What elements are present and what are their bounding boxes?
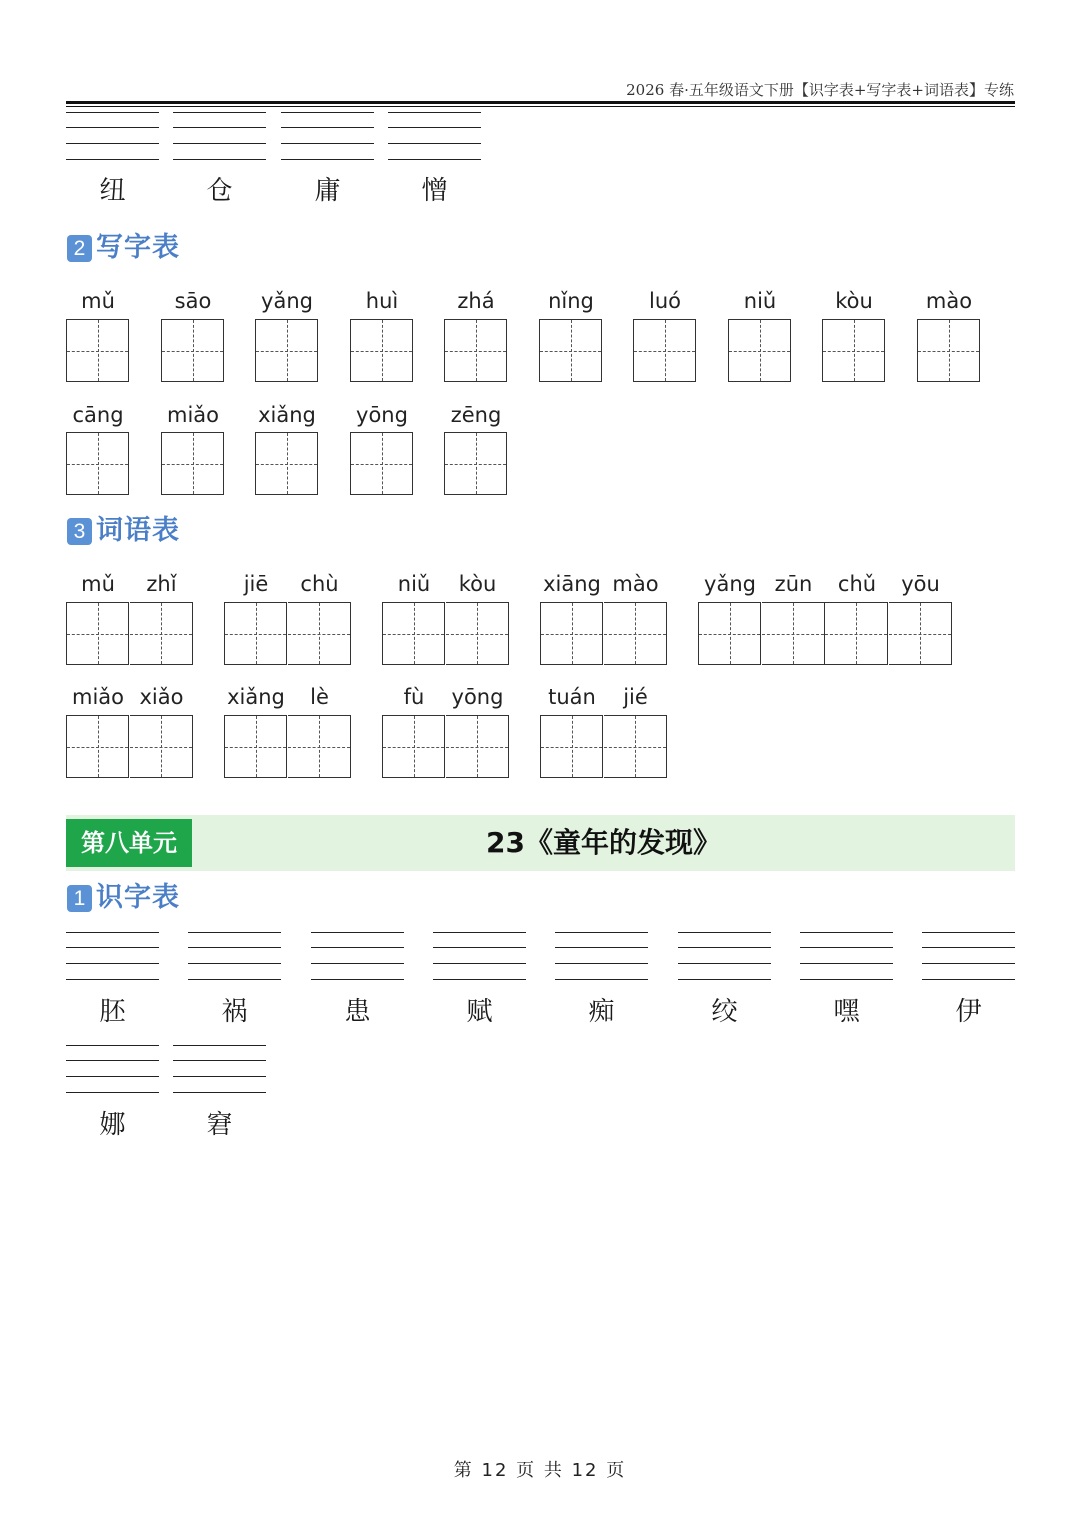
section-1-title: 识字表 xyxy=(96,882,180,913)
writing-lines[interactable] xyxy=(922,932,1015,982)
lesson-title: 23《童年的发现》 xyxy=(486,826,721,859)
tianzi-grid[interactable] xyxy=(66,602,129,665)
pinyin-label: chù xyxy=(300,572,339,596)
pinyin-label: xiǎo xyxy=(139,685,184,709)
section-3-badge: 3 xyxy=(67,518,92,545)
pinyin-label: zhǐ xyxy=(146,572,177,596)
tianzi-grid[interactable] xyxy=(825,602,888,665)
tianzi-grid[interactable] xyxy=(444,319,507,382)
tianzi-grid[interactable] xyxy=(130,715,193,778)
tianzi-grid[interactable] xyxy=(889,602,952,665)
hanzi-char: 娜 xyxy=(99,1110,126,1140)
pinyin-label: yōng xyxy=(451,685,504,709)
writing-lines[interactable] xyxy=(555,932,648,982)
tianzi-grid[interactable] xyxy=(446,715,509,778)
hanzi-char: 纽 xyxy=(99,176,126,206)
tianzi-grid[interactable] xyxy=(633,319,696,382)
pinyin-label: yǎng xyxy=(261,289,313,313)
pinyin-label: jié xyxy=(623,685,648,709)
pinyin-label: fù xyxy=(403,685,425,709)
pinyin-label: niǔ xyxy=(397,572,431,596)
hanzi-char: 憎 xyxy=(421,176,448,206)
pinyin-label: niǔ xyxy=(743,289,777,313)
tianzi-grid[interactable] xyxy=(288,715,351,778)
tianzi-grid[interactable] xyxy=(539,319,602,382)
pinyin-label: kòu xyxy=(458,572,497,596)
section-1-badge: 1 xyxy=(67,885,92,912)
writing-lines[interactable] xyxy=(173,1045,266,1095)
hanzi-char: 患 xyxy=(344,997,371,1027)
tianzi-grid[interactable] xyxy=(161,319,224,382)
pinyin-label: kòu xyxy=(835,289,873,313)
pinyin-label: chǔ xyxy=(837,572,877,596)
tianzi-grid[interactable] xyxy=(604,602,667,665)
writing-lines[interactable] xyxy=(433,932,526,982)
pinyin-label: zēng xyxy=(450,403,502,427)
pinyin-label: mào xyxy=(925,289,973,313)
section-3-title: 词语表 xyxy=(96,515,180,546)
writing-lines[interactable] xyxy=(311,932,404,982)
header-rule-thick xyxy=(66,101,1015,104)
tianzi-grid[interactable] xyxy=(728,319,791,382)
tianzi-grid[interactable] xyxy=(762,602,825,665)
hanzi-char: 绞 xyxy=(711,997,738,1027)
unit-tag: 第八单元 xyxy=(66,819,192,867)
tianzi-grid[interactable] xyxy=(350,432,413,495)
hanzi-char: 赋 xyxy=(466,997,493,1027)
pinyin-label: mǔ xyxy=(81,289,115,313)
document-header: 2026 春·五年级语文下册【识字表+写字表+词语表】专练 xyxy=(626,81,1014,99)
pinyin-label: miǎo xyxy=(166,403,219,427)
section-2-title: 写字表 xyxy=(96,232,180,263)
tianzi-grid[interactable] xyxy=(66,432,129,495)
writing-lines[interactable] xyxy=(66,932,159,982)
tianzi-grid[interactable] xyxy=(288,602,351,665)
hanzi-char: 痴 xyxy=(588,997,615,1027)
tianzi-grid[interactable] xyxy=(540,715,603,778)
tianzi-grid[interactable] xyxy=(540,602,603,665)
pinyin-label: xiǎng xyxy=(258,403,316,427)
section-2-badge: 2 xyxy=(67,235,92,262)
pinyin-label: cāng xyxy=(72,403,124,427)
hanzi-char: 伊 xyxy=(955,997,982,1027)
hanzi-char: 嘿 xyxy=(833,997,860,1027)
tianzi-grid[interactable] xyxy=(255,432,318,495)
hanzi-char: 窘 xyxy=(206,1110,233,1140)
header-rule-thin xyxy=(66,106,1015,107)
tianzi-grid[interactable] xyxy=(446,602,509,665)
pinyin-label: miǎo xyxy=(71,685,124,709)
tianzi-grid[interactable] xyxy=(382,602,445,665)
pinyin-label: xiāng xyxy=(543,572,601,596)
writing-lines[interactable] xyxy=(173,112,266,162)
writing-lines[interactable] xyxy=(678,932,771,982)
tianzi-grid[interactable] xyxy=(224,602,287,665)
writing-lines[interactable] xyxy=(66,1045,159,1095)
tianzi-grid[interactable] xyxy=(66,715,129,778)
pinyin-label: sāo xyxy=(174,289,212,313)
page-footer: 第 12 页 共 12 页 xyxy=(453,1460,627,1481)
writing-lines[interactable] xyxy=(188,932,281,982)
pinyin-label: jiē xyxy=(243,572,269,596)
tianzi-grid[interactable] xyxy=(130,602,193,665)
pinyin-label: yōng xyxy=(356,403,408,427)
pinyin-label: zhá xyxy=(457,289,495,313)
tianzi-grid[interactable] xyxy=(382,715,445,778)
hanzi-char: 祸 xyxy=(221,997,248,1027)
pinyin-label: tuán xyxy=(548,685,596,709)
pinyin-label: luó xyxy=(649,289,681,313)
pinyin-label: mào xyxy=(612,572,659,596)
tianzi-grid[interactable] xyxy=(224,715,287,778)
writing-lines[interactable] xyxy=(800,932,893,982)
tianzi-grid[interactable] xyxy=(604,715,667,778)
pinyin-label: huì xyxy=(365,289,399,313)
tianzi-grid[interactable] xyxy=(66,319,129,382)
writing-lines[interactable] xyxy=(66,112,159,162)
tianzi-grid[interactable] xyxy=(698,602,761,665)
hanzi-char: 仓 xyxy=(206,176,233,206)
tianzi-grid[interactable] xyxy=(350,319,413,382)
pinyin-label: mǔ xyxy=(81,572,115,596)
tianzi-grid[interactable] xyxy=(161,432,224,495)
writing-lines[interactable] xyxy=(281,112,374,162)
pinyin-label: yōu xyxy=(901,572,940,596)
pinyin-label: lè xyxy=(310,685,329,709)
pinyin-label: zūn xyxy=(774,572,813,596)
tianzi-grid[interactable] xyxy=(822,319,885,382)
pinyin-label: xiǎng xyxy=(227,685,285,709)
writing-lines[interactable] xyxy=(388,112,481,162)
pinyin-label: yǎng xyxy=(704,572,756,596)
tianzi-grid[interactable] xyxy=(444,432,507,495)
tianzi-grid[interactable] xyxy=(917,319,980,382)
tianzi-grid[interactable] xyxy=(255,319,318,382)
hanzi-char: 庸 xyxy=(314,176,341,206)
hanzi-char: 胚 xyxy=(99,997,126,1027)
pinyin-label: nǐng xyxy=(548,289,594,313)
